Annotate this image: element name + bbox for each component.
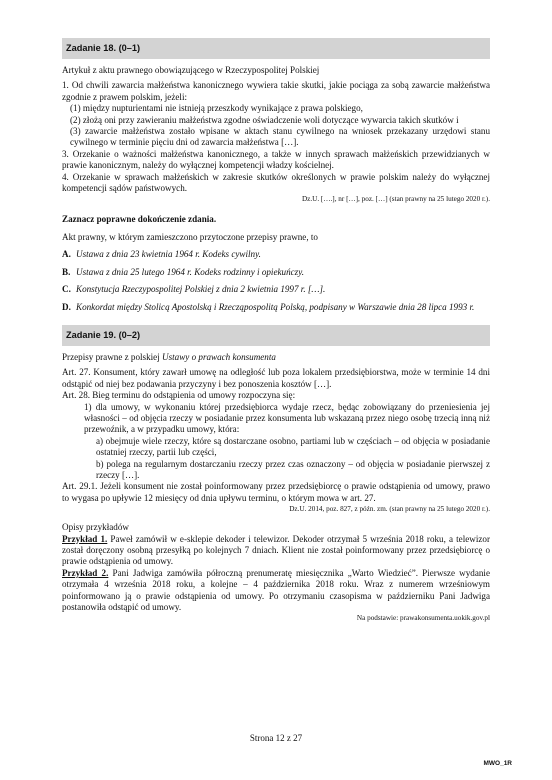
answer-option-c[interactable] — [62, 284, 490, 295]
art-29: Art. 29.1. Jeżeli konsument nie został poinformowany przez przedsiębiorcę o prawie odstąpienia od umowy, prawo to wygasa po upływie 12 miesięcy od dnia upływu terminu, o którym mowa w art. 27. — [62, 481, 490, 503]
answer-option-a[interactable] — [62, 249, 490, 260]
answer-option-d[interactable] — [62, 302, 490, 313]
article-paragraph-4: 4. Orzekanie w sprawach małżeńskich w zakresie skutków określonych w prawie polskim należy do wyłącznej kompetencji sądów państwowych. — [62, 171, 490, 194]
page-number: Strona 12 z 27 — [249, 733, 303, 743]
option-text: Ustawa z dnia 25 lutego 1964 r. Kodeks rodzinny i opiekuńczy. — [76, 266, 305, 277]
art-28-point-b: b) polega na regularnym dostarczaniu rzeczy przez czas oznaczony – od objęcia w posiadanie pierwszej z rzeczy […]. — [96, 458, 490, 480]
article-point-3: (3) zawarcie małżeństwa zostało wpisane w aktach stanu cywilnego na wniosek przekazany urzędowi stanu cywilnego w terminie pięciu dni od zawarcia małżeństwa […]. — [70, 126, 490, 148]
article-point-2: (2) złożą oni przy zawieraniu małżeństwa zgodne oświadczenie woli dotyczące wywarcia takich skutków i — [70, 114, 459, 125]
example-2-text: Pani Jadwiga zamówiła półroczną prenumeratę miesięcznika „Warto Wiedzieć”. Pierwsze wydanie otrzymała 4 września 2018 roku, a kolejne – 4 października 2018 roku. Wraz z numerem wrześniowym poinformowano ją o prawie odstąpienia od umowy. Po otrzymaniu czasopisma w październiku Pani Jadwiga postanowiła odstąpić od umowy. — [62, 567, 490, 613]
task-18-source: Dz.U. [….], nr […], poz. […] (stan prawny na 25 lutego 2020 r.). — [301, 195, 490, 204]
article-paragraph-3: 3. Orzekanie o ważności małżeństwa kanonicznego, a także w innych sprawach małżeńskich przewidzianych w prawie kanonicznym, należy do wyłącznej kompetencji władzy kościelnej. — [62, 148, 490, 171]
option-text: Konkordat między Stolicą Apostolską i Rzecząpospolitą Polską, podpisany w Warszawie dnia 28 lipca 1993 r. — [76, 301, 475, 312]
article-paragraph-1: 1. Od chwili zawarcia małżeństwa kanonicznego wywiera takie skutki, jakie pociąga za sobą zawarcie małżeństwa zgodnie z prawem polskim, jeżeli: — [62, 80, 490, 102]
page-content — [62, 38, 490, 623]
art-27: Art. 27. Konsument, który zawarł umowę na odległość lub poza lokalem przedsiębiorstwa, może w terminie 14 dni odstąpić od niej bez podawania przyczyny i bez ponoszenia kosztów […]. — [62, 367, 490, 389]
option-text: Ustawa z dnia 23 kwietnia 1964 r. Kodeks cywilny. — [76, 249, 261, 260]
art-28-point-a: a) obejmuje wiele rzeczy, które są dostarczane osobno, partiami lub w częściach – od objęcia w posiadanie ostatniej rzeczy, partii lub części, — [96, 435, 490, 458]
task-18-intro: Artykuł z aktu prawnego obowiązującego w Rzeczypospolitej Polskiej — [62, 65, 320, 75]
task-18-question: Akt prawny, w którym zamieszczono przytoczone przepisy prawne, to — [62, 231, 318, 242]
option-letter: A. — [62, 249, 71, 260]
option-text: Konstytucja Rzeczypospolitej Polskiej z dnia 2 kwietnia 1997 r. […]. — [76, 284, 326, 295]
example-1-text: Paweł zamówił w e-sklepie dekoder i telewizor. Dekoder otrzymał 5 września 2018 roku, a telewizor został doręczony osobną przesyłką po kolejnych 7 dniach. Klient nie został poinformowany przez przedsiębiorcę o prawie odstąpienia od umowy. — [62, 533, 490, 567]
examples-title: Opisy przykładów — [62, 522, 129, 533]
option-letter: D. — [62, 301, 71, 312]
task-19-intro — [62, 352, 490, 363]
art-28: Art. 28. Bieg terminu do odstąpienia od umowy rozpoczyna się: — [62, 390, 296, 401]
art-28-point-1: 1) dla umowy, w wykonaniu której przedsiębiorca wydaje rzecz, będąc zobowiązany do przeniesienia jej własności – od objęcia rzeczy w posiadanie przez konsumenta lub wskazaną przez niego osobę trzecią inną niż przewoźnik, a w przypadku umowy, która: — [84, 401, 490, 435]
exam-code: MWO_1R — [483, 760, 512, 767]
example-2-label: Przykład 2. — [62, 567, 109, 578]
examples-source: Na podstawie: prawakonsumenta.uokik.gov.pl — [356, 614, 490, 623]
task-19-source: Dz.U. 2014, poz. 827, z późn. zm. (stan prawny na 25 lutego 2020 r.). — [289, 505, 490, 514]
example-2 — [62, 568, 490, 614]
example-1 — [62, 534, 490, 568]
intro-prefix: Przepisy prawne z polskiej — [62, 351, 163, 362]
example-1-label: Przykład 1. — [62, 533, 108, 544]
option-letter: C. — [62, 284, 71, 295]
law-title: Ustawy o prawach konsumenta — [162, 351, 276, 362]
task-18-header: Zadanie 18. (0–1) — [62, 38, 490, 59]
task-18-instruction: Zaznacz poprawne dokończenie zdania. — [62, 214, 217, 225]
article-point-1: (1) między nupturientami nie istnieją przeszkody wynikające z prawa polskiego, — [70, 103, 363, 114]
answer-option-b[interactable] — [62, 267, 490, 278]
task-19-header: Zadanie 19. (0–2) — [62, 325, 490, 346]
option-letter: B. — [62, 266, 71, 277]
